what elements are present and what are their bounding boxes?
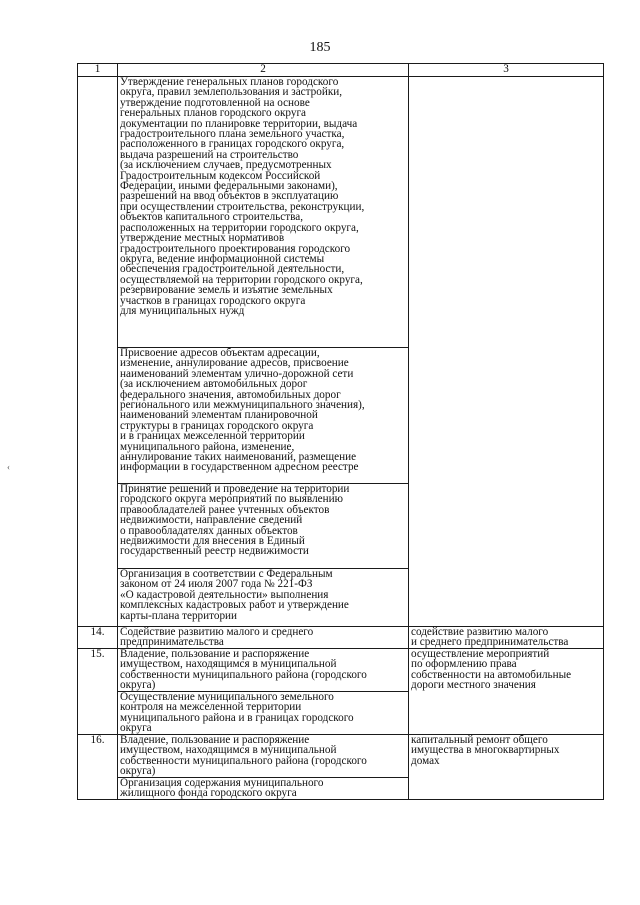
table-row-14 — [78, 627, 604, 649]
header-col-3: 3 — [409, 64, 604, 77]
header-col-2: 2 — [118, 64, 409, 77]
header-row — [78, 64, 604, 77]
row-cell: Организация в соответствии с Федеральным законом от 24 июля 2007 года № 221-ФЗ «О кадастровой деятельности» выполнения комплексных кадастровых работ и утверждение карты-плана территории — [118, 569, 409, 627]
row-number: 16. — [78, 735, 118, 800]
header-col-1: 1 — [78, 64, 118, 77]
row-number: 15. — [78, 649, 118, 735]
row-cell: Владение, пользование и распоряжение имуществом, находящимся в муниципальной собственности муниципального района (городского округа) — [118, 649, 409, 692]
row-cell-col3: содействие развитию малого и среднего предпринимательства — [409, 627, 604, 649]
row-cell: Осуществление муниципального земельного контроля на межселенной территории муниципального района и в границах городского округа — [118, 692, 409, 735]
table-row-16 — [78, 735, 604, 778]
table-row — [78, 77, 604, 348]
row-cell-col3: капитальный ремонт общего имущества в многоквартирных домах — [409, 735, 604, 800]
row-number-cell — [78, 77, 118, 627]
row-cell: Утверждение генеральных планов городского округа, правил землепользования и застройки, утверждение подготовленной на основе генеральных планов городского округа документации по планировке территории, выдача градостроительного плана земельного участка, расположенного в границах городского округа, выдача разрешений на строительство (за исключением случаев, предусмотренных Градостроительным кодексом Российской Федерации, иными федеральными законами), разрешений на ввод объектов в эксплуатацию при осуществлении строительства, реконструкции, объектов капитального строительства, расположенных на территории городского округа, утверждение местных нормативов градостроительного проектирования городского округа, ведение информационной системы обеспечения градостроительной деятельности, осуществляемой на территории городского округа, резервирование земель и изъятие земельных участков в границах городского округа для муниципальных нужд — [118, 77, 409, 348]
row-cell-col3 — [409, 77, 604, 627]
page-number: 185 — [309, 40, 331, 55]
document-table — [77, 63, 604, 800]
row-cell-col3: осуществление мероприятий по оформлению права собственности на автомобильные дороги местного значения — [409, 649, 604, 735]
row-cell: Владение, пользование и распоряжение имуществом, находящимся в муниципальной собственности муниципального района (городского округа) — [118, 735, 409, 778]
margin-mark: ‹ — [7, 462, 10, 472]
row-cell: Содействие развитию малого и среднего предпринимательства — [118, 627, 409, 649]
row-cell: Принятие решений и проведение на территории городского округа мероприятий по выявлению правообладателей ранее учтенных объектов недвижимости, направление сведений о правообладателях данных объектов недвижимости для внесения в Единый государственный реестр недвижимости — [118, 484, 409, 569]
row-number: 14. — [78, 627, 118, 649]
table-row-15 — [78, 649, 604, 692]
row-cell: Присвоение адресов объектам адресации, изменение, аннулирование адресов, присвоение наименований элементам улично-дорожной сети (за исключением автомобильных дорог федерального значения, автомобильных дорог регионального или межмуниципального значения), наименований элементам планировочной структуры в границах городского округа и в границах межселенной территории муниципального района, изменение, аннулирование таких наименований, размещение информации в государственном адресном реестре — [118, 348, 409, 484]
row-cell: Организация содержания муниципального жилищного фонда городского округа — [118, 778, 409, 800]
